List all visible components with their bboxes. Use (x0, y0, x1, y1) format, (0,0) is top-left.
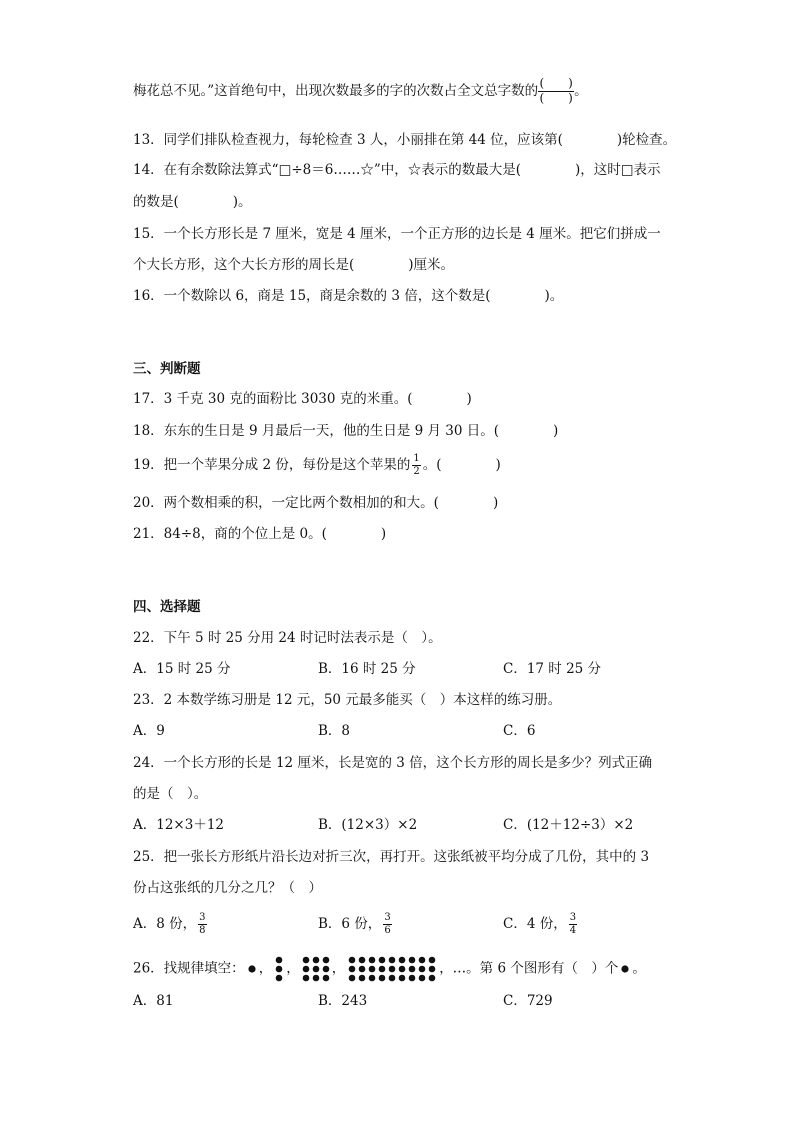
dot (369, 957, 376, 964)
dot (419, 966, 426, 973)
dot (399, 957, 406, 964)
dot (379, 957, 386, 964)
q24-stem-line2: 的是（ ）。 (133, 786, 208, 802)
q25-option-c-fraction: $\frac{3}{4}$ (569, 912, 577, 936)
q13: 13．同学们排队检查视力，每轮检查 3 人，小丽排在第 44 位，应该第( )轮检查。 (133, 132, 677, 148)
q25-option-b-fraction: $\frac{3}{6}$ (384, 912, 391, 936)
dot-figure-4 (347, 956, 437, 982)
q21: 21．84÷8，商的个位上是 0。( ) (133, 526, 387, 542)
q19: 19．把一个苹果分成 2 份，每份是这个苹果的 $\frac{1}{2}$ 。( ) (133, 453, 501, 477)
q25-option-b: B．6 份， $\frac{3}{6}$ (318, 912, 391, 936)
dot (419, 975, 426, 982)
dot (369, 966, 376, 973)
q26-option-a: A．81 (133, 993, 174, 1009)
dot (429, 966, 436, 973)
q12-text: 梅花总不见。”这首绝句中，出现次数最多的字的次数占全文总字数的 (133, 83, 539, 99)
q23-option-b: B．8 (318, 723, 351, 739)
q24-option-b: B．(12×3）×2 (318, 817, 418, 833)
dot (429, 975, 436, 982)
q26-option-b: B．243 (318, 993, 368, 1009)
dot (429, 957, 436, 964)
dot-icon (620, 964, 630, 974)
dot-figure-3 (302, 956, 330, 982)
q25-option-a-fraction: $\frac{3}{8}$ (199, 912, 206, 936)
q24-option-c: C．(12＋12÷3）×2 (503, 817, 634, 833)
q23-stem: 23．2 本数学练习册是 12 元，50 元最多能买（ ）本这样的练习册。 (133, 692, 562, 708)
section-choice-title: 四、选择题 (133, 599, 201, 615)
dot (379, 966, 386, 973)
q12-line: 梅花总不见。”这首绝句中，出现次数最多的字的次数占全文总字数的 ( ) ( ) 。 (133, 76, 588, 105)
dot (359, 975, 366, 982)
dot (359, 966, 366, 973)
q12-fraction: ( ) ( ) (539, 76, 573, 105)
q25-option-a: A．8 份， $\frac{3}{8}$ (133, 912, 206, 936)
q22-stem: 22．下午 5 时 25 分用 24 时记时法表示是（ ）。 (133, 630, 442, 646)
q25-stem-line2: 份占这张纸的几分之几？（ ） (133, 880, 322, 896)
q23-option-c: C．6 (503, 723, 536, 739)
q18: 18．东东的生日是 9 月最后一天，他的生日是 9 月 30 日。( ) (133, 423, 559, 439)
q20: 20．两个数相乘的积，一定比两个数相加的和大。( ) (133, 495, 499, 511)
q22-option-a: A．15 时 25 分 (133, 661, 231, 677)
dot (389, 975, 396, 982)
q22-option-c: C．17 时 25 分 (503, 661, 602, 677)
dot (389, 957, 396, 964)
dot (409, 957, 416, 964)
section-judgement-title: 三、判断题 (133, 361, 201, 377)
dot (409, 966, 416, 973)
dot (419, 957, 426, 964)
q26-stem: 26．找规律填空： ， ， ， ，…。第 6 个图形有（ ）个 。 (133, 956, 646, 982)
dot-figure-1 (247, 964, 257, 974)
q14-line2: 的数是( )。 (133, 194, 252, 210)
dot (369, 975, 376, 982)
q14-line1: 14．在有余数除法算式“□÷8＝6……☆”中，☆表示的数最大是( )，这时□表示 (133, 162, 661, 178)
q19-fraction: $\frac{1}{2}$ (413, 453, 420, 477)
q23-option-a: A．9 (133, 723, 165, 739)
dot (399, 975, 406, 982)
dot (359, 957, 366, 964)
q25-option-c: C．4 份， $\frac{3}{4}$ (503, 912, 577, 936)
q22-option-b: B．16 时 25 分 (318, 661, 416, 677)
dot (399, 966, 406, 973)
q17: 17．3 千克 30 克的面粉比 3030 克的米重。( ) (133, 391, 472, 407)
dot (349, 957, 356, 964)
q26-option-c: C．729 (503, 993, 553, 1009)
q25-stem-line1: 25．把一张长方形纸片沿长边对折三次，再打开。这张纸被平均分成了几份，其中的 3 (133, 849, 650, 865)
q15-line2: 个大长方形，这个大长方形的周长是( )厘米。 (133, 257, 455, 273)
dot (379, 975, 386, 982)
q15-line1: 15．一个长方形长是 7 厘米，宽是 4 厘米，一个正方形的边长是 4 厘米。把它们拼成一 (133, 226, 661, 242)
q24-stem-line1: 24．一个长方形的长是 12 厘米，长是宽的 3 倍，这个长方形的周长是多少？列式正确 (133, 755, 653, 771)
dot (349, 975, 356, 982)
q16: 16．一个数除以 6，商是 15，商是余数的 3 倍，这个数是( )。 (133, 288, 564, 304)
dot (409, 975, 416, 982)
dot (349, 966, 356, 973)
dot-figure-2 (274, 956, 284, 982)
q24-option-a: A．12×3＋12 (133, 817, 225, 833)
dot (389, 966, 396, 973)
